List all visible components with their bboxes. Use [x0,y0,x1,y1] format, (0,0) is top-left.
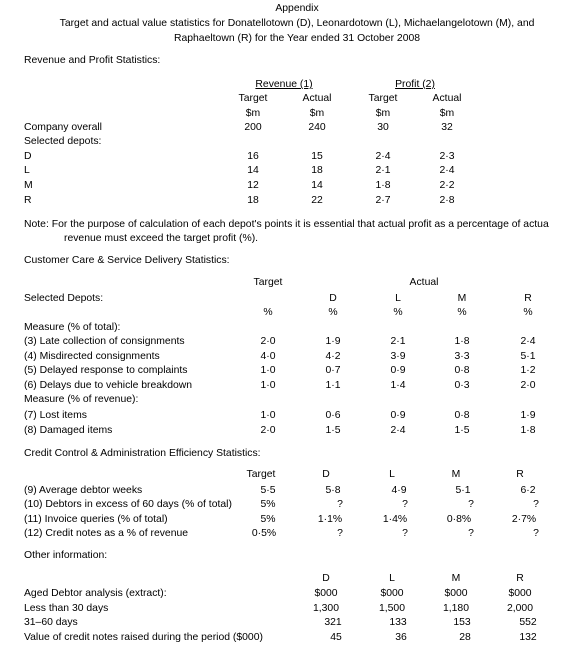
credit-depot-r: R [516,469,524,480]
target-value: 2·0 [260,336,276,347]
d-value: 1·5 [325,425,341,436]
note-line-2: revenue must exceed the target profit (%). [64,233,259,244]
l-value: 133 [389,617,407,628]
target-value: 0·5% [251,528,277,539]
l-value: 4·9 [391,485,407,496]
rev-target-value: 18 [247,195,259,206]
rev-actual-value: 240 [308,122,326,133]
rev-actual-value: 14 [311,180,323,191]
row-label: (11) Invoice queries (% of total) [24,514,168,525]
m-value: 0·8 [454,410,470,421]
d-value: ? [337,528,343,539]
r-value: 1·9 [520,410,536,421]
unit-m: $000 [444,588,468,599]
row-label: D [24,151,32,162]
l-value: 2·1 [390,336,406,347]
m-value: 153 [453,617,471,628]
rev-actual-unit: $m [309,108,325,119]
d-value: 4·2 [325,351,341,362]
l-value: 0·9 [390,410,406,421]
customer-care-heading: Customer Care & Service Delivery Statistics: [24,255,230,266]
row-label: (12) Credit notes as a % of revenue [24,528,189,539]
r-value: 5·1 [520,351,536,362]
revenue-header: Revenue (1) [255,79,313,90]
row-label: (6) Delays due to vehicle breakdown [24,380,193,391]
credit-target-label: Target [246,469,276,480]
m-value: 1·8 [454,336,470,347]
d-value: 5·8 [325,485,341,496]
other-depot-m: M [451,573,461,584]
pro-actual-value: 32 [441,122,453,133]
m-value: 28 [459,632,471,643]
target-value: 1·0 [260,365,276,376]
pro-target-unit: $m [375,108,391,119]
credit-depot-d: D [322,469,330,480]
d-value: 45 [330,632,342,643]
l-value: 0·9 [390,365,406,376]
cc-actual-label: Actual [409,277,439,288]
row-label: (4) Misdirected consignments [24,351,160,362]
pro-actual-value: 2·3 [439,151,455,162]
d-value: ? [337,499,343,510]
revenue-profit-heading: Revenue and Profit Statistics: [24,55,161,66]
depot-d-header: D [329,293,337,304]
m-value: 0·3 [454,380,470,391]
row-label: Less than 30 days [24,603,109,614]
row-label: (8) Damaged items [24,425,113,436]
credit-depot-l: L [389,469,395,480]
l-value: ? [402,499,408,510]
m-value: 3·3 [454,351,470,362]
r-value: 132 [519,632,537,643]
other-info-heading: Other information: [24,550,108,561]
l-value: 2·4 [390,425,406,436]
pro-actual-value: 2·4 [439,165,455,176]
l-value: 3·9 [390,351,406,362]
d-value: 321 [324,617,342,628]
row-label: Company overall [24,122,102,133]
d-value: 1·1% [317,514,343,525]
selected-depots-label: Selected depots: [24,136,102,147]
m-value: 0·8% [446,514,472,525]
cc-target-label: Target [253,277,283,288]
d-value: 1·9 [325,336,341,347]
unit-d: $000 [314,588,338,599]
l-value: 1·4% [382,514,408,525]
rev-target-value: 16 [247,151,259,162]
row-label: Value of credit notes raised during the period ($000) [24,632,263,643]
target-value: 5·5 [260,485,276,496]
pro-actual-unit: $m [439,108,455,119]
pro-target-value: 30 [377,122,389,133]
pct-m: % [457,307,467,318]
row-label: (10) Debtors in excess of 60 days (% of total) [24,499,232,510]
rev-target-label: Target [238,93,268,104]
measure-total-label: Measure (% of total): [24,322,121,333]
rev-actual-value: 22 [311,195,323,206]
r-value: 2,000 [506,603,534,614]
m-value: ? [468,499,474,510]
target-value: 1·0 [260,410,276,421]
pro-target-value: 1·8 [375,180,391,191]
r-value: ? [533,528,539,539]
r-value: 1·8 [520,425,536,436]
d-value: 1·1 [325,380,341,391]
pro-target-value: 2·1 [375,165,391,176]
unit-r: $000 [508,588,532,599]
r-value: 2·4 [520,336,536,347]
row-label: (5) Delayed response to complaints [24,365,188,376]
rev-actual-label: Actual [302,93,332,104]
measure-revenue-label: Measure (% of revenue): [24,394,139,405]
m-value: 1·5 [454,425,470,436]
other-depot-d: D [322,573,330,584]
row-label: (3) Late collection of consignments [24,336,185,347]
l-value: 36 [395,632,407,643]
pro-actual-value: 2·8 [439,195,455,206]
pro-target-label: Target [368,93,398,104]
depot-m-header: M [457,293,467,304]
m-value: ? [468,528,474,539]
rev-target-unit: $m [245,108,261,119]
target-value: 4·0 [260,351,276,362]
depot-l-header: L [395,293,401,304]
depot-r-header: R [524,293,532,304]
d-value: 1,300 [312,603,340,614]
rev-target-value: 14 [247,165,259,176]
l-value: 1,500 [378,603,406,614]
m-value: 5·1 [455,485,471,496]
row-label: (9) Average debtor weeks [24,485,143,496]
d-value: 0·7 [325,365,341,376]
row-label: 31–60 days [24,617,78,628]
row-label: M [24,180,33,191]
m-value: 0·8 [454,365,470,376]
target-value: 2·0 [260,425,276,436]
l-value: 1·4 [390,380,406,391]
r-value: 1·2 [520,365,536,376]
row-label: (7) Lost items [24,410,87,421]
m-value: 1,180 [442,603,470,614]
rev-target-value: 200 [244,122,262,133]
aged-debtor-label: Aged Debtor analysis (extract): [24,588,167,599]
target-value: 5% [260,499,276,510]
row-label: L [24,165,30,176]
r-value: 6·2 [520,485,536,496]
rev-actual-value: 18 [311,165,323,176]
r-value: ? [533,499,539,510]
note-line-1: Note: For the purpose of calculation of each depot's points it is essential that actual profit as a percentage of actua [24,219,549,230]
pct-target: % [263,307,273,318]
rev-target-value: 12 [247,180,259,191]
title-line-2: Raphaeltown (R) for the Year ended 31 October 2008 [173,33,421,44]
r-value: 2·0 [520,380,536,391]
pro-target-value: 2·4 [375,151,391,162]
selected-depots-label: Selected Depots: [24,293,104,304]
r-value: 2·7% [511,514,537,525]
other-depot-r: R [516,573,524,584]
pro-target-value: 2·7 [375,195,391,206]
credit-depot-m: M [451,469,461,480]
pct-d: % [328,307,338,318]
d-value: 0·6 [325,410,341,421]
credit-control-heading: Credit Control & Administration Efficiency Statistics: [24,448,261,459]
target-value: 5% [260,514,276,525]
title-line-1: Target and actual value statistics for Donatellotown (D), Leonardotown (L), Michaelangelotown (M), and [59,18,535,29]
appendix-label: Appendix [275,3,319,14]
row-label: R [24,195,32,206]
pro-actual-value: 2·2 [439,180,455,191]
pct-l: % [393,307,403,318]
l-value: ? [402,528,408,539]
pro-actual-label: Actual [432,93,462,104]
rev-actual-value: 15 [311,151,323,162]
pct-r: % [523,307,533,318]
target-value: 1·0 [260,380,276,391]
profit-header: Profit (2) [395,79,435,90]
r-value: 552 [519,617,537,628]
other-depot-l: L [389,573,395,584]
unit-l: $000 [380,588,404,599]
